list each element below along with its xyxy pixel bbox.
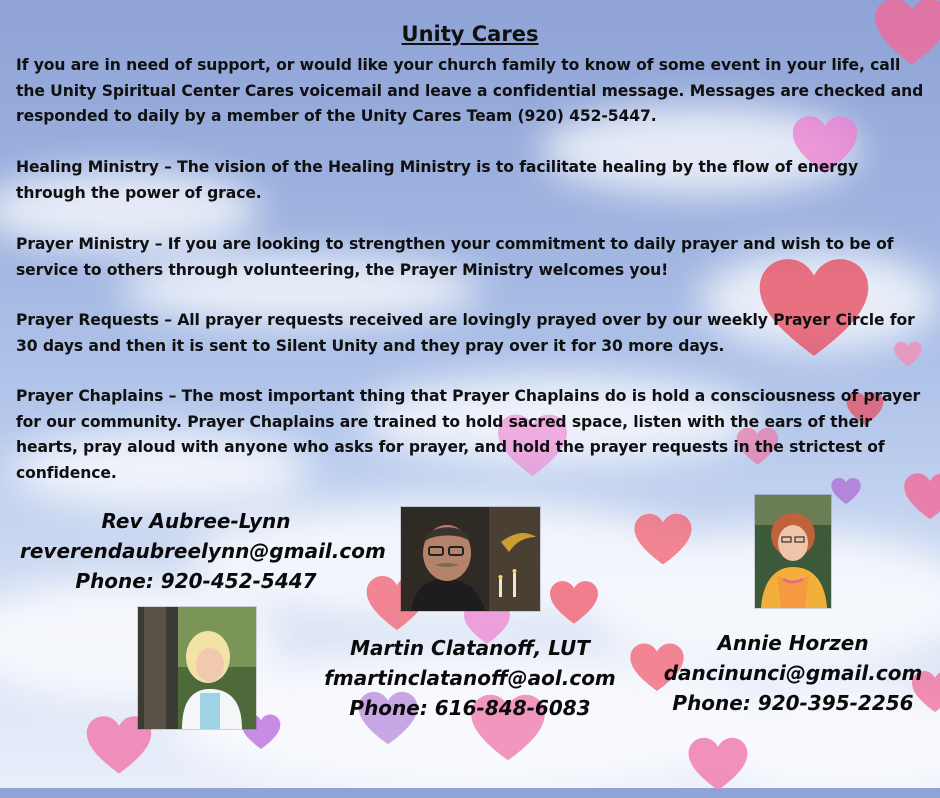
contact-name: Annie Horzen: [717, 631, 869, 655]
aubree-photo: [137, 606, 257, 730]
contact-email[interactable]: fmartinclatanoff@aol.com: [324, 666, 616, 690]
contact-aubree: [20, 506, 386, 596]
prayer-ministry-paragraph: Prayer Ministry – If you are looking to strengthen your commitment to daily prayer and wish to be of service to others through volunteering, the Prayer Ministry welcomes you!: [16, 235, 894, 279]
healing-ministry-paragraph: Healing Ministry – The vision of the Healing Ministry is to facilitate healing by the flow of energy through the power of grace.: [16, 158, 859, 202]
contact-annie: [640, 628, 940, 718]
annie-photo: [754, 494, 832, 609]
contact-phone: Phone: 920-452-5447: [75, 569, 317, 593]
contact-email[interactable]: dancinunci@gmail.com: [663, 661, 923, 685]
prayer-chaplains-paragraph: Prayer Chaplains – The most important thing that Prayer Chaplains do is hold a consciousness of prayer for our community. Prayer Chaplains are trained to hold sacred space, listen with the ears of their hearts, pray aloud with anyone who asks for prayer, and hold the prayer requests in the strictest of confidence.: [16, 387, 921, 482]
contact-phone: Phone: 616-848-6083: [349, 696, 591, 720]
contact-name: Rev Aubree-Lynn: [101, 509, 291, 533]
contact-phone: Phone: 920-395-2256: [672, 691, 914, 715]
contact-email[interactable]: reverendaubreelynn@gmail.com: [20, 539, 386, 563]
intro-paragraph: If you are in need of support, or would like your church family to know of some event in your life, call the Unity Spiritual Center Cares voicemail and leave a confidential message. Messages are checked and responded to daily by a member of the Unity Cares Team (920) 452-5447.: [16, 56, 924, 125]
contact-name: Martin Clatanoff, LUT: [350, 636, 590, 660]
martin-photo: [400, 506, 541, 612]
contact-martin: [300, 633, 640, 723]
page-title: Unity Cares: [401, 22, 539, 46]
prayer-requests-paragraph: Prayer Requests – All prayer requests received are lovingly prayed over by our weekly Prayer Circle for 30 days and then it is sent to Silent Unity and they pray over it for 30 more days.: [16, 311, 915, 355]
